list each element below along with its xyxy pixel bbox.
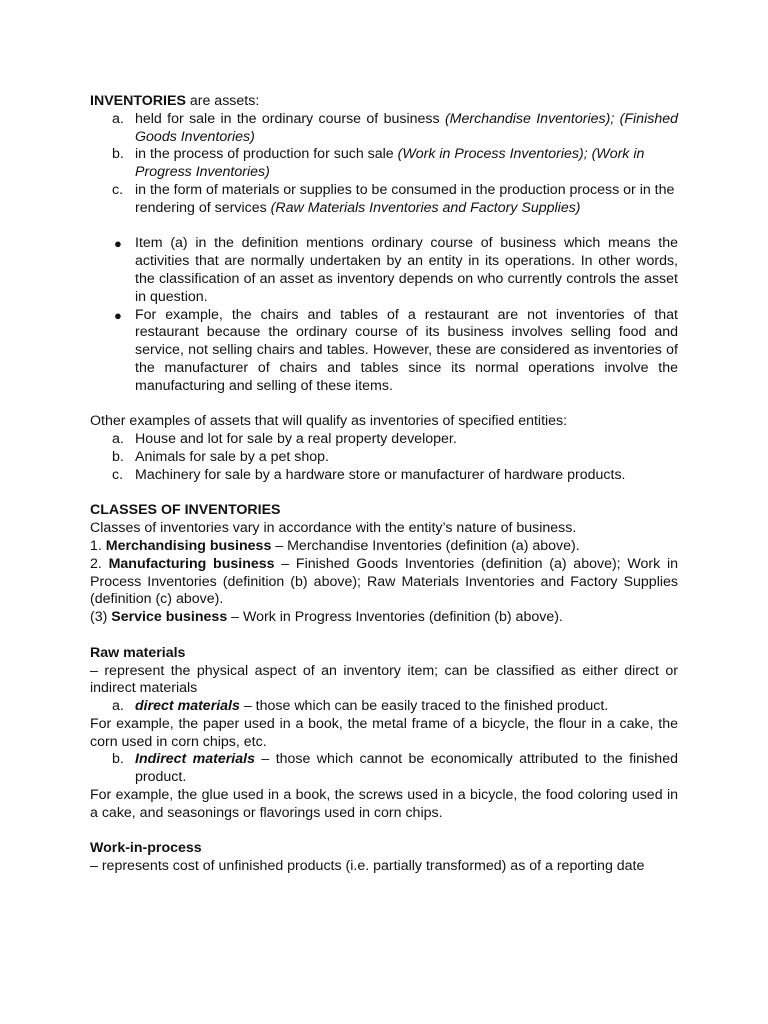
class-item: 2. Manufacturing business – Finished Goods Inventories (definition (a) above); Work in Process Inventories (definition (b) above); Raw Materials Inventories and Factory Supplies (definition (c) above). <box>90 555 678 608</box>
example-item: c. Machinery for sale by a hardware store or manufacturer of hardware products. <box>112 466 626 483</box>
indirect-materials-item: b. Indirect materials – those which cannot be economically attributed to the finished product. <box>112 751 678 786</box>
example-item: b. Animals for sale by a pet shop. <box>112 448 329 465</box>
indirect-materials-example: For example, the glue used in a book, the screws used in a bicycle, the food coloring used in a cake, and seasonings or flavorings used in corn chips. <box>90 787 678 821</box>
other-examples-lead: Other examples of assets that will qualify as inventories of specified entities: <box>90 413 568 430</box>
bullet-icon: ● <box>114 236 122 252</box>
direct-materials-item: a. direct materials – those which can be easily traced to the finished product. <box>112 698 609 715</box>
class-item: (3) Service business – Work in Progress Inventories (definition (b) above). <box>90 609 563 626</box>
classes-lead: Classes of inventories vary in accordance with the entity’s nature of business. <box>90 520 577 537</box>
inventories-title: INVENTORIES <box>90 93 186 109</box>
bullet-item: ● Item (a) in the definition mentions ordinary course of business which means the activities that are normally undertaken by an entity in its operations. In other words, the classification of an asset as inventory depends on who currently controls the asset in question. <box>114 235 678 305</box>
classes-heading: CLASSES OF INVENTORIES <box>90 502 281 519</box>
raw-materials-desc: – represent the physical aspect of an inventory item; can be classified as either direct or indirect materials <box>90 662 678 697</box>
intro-line: INVENTORIES are assets: <box>90 93 260 109</box>
raw-materials-heading: Raw materials <box>90 644 186 661</box>
intro-item-a: a. held for sale in the ordinary course of business (Merchandise Inventories); (Finished Goods Inventories) <box>112 110 678 145</box>
example-item: a. House and lot for sale by a real property developer. <box>112 431 457 448</box>
document-page <box>90 93 678 876</box>
direct-materials-example: For example, the paper used in a book, the metal frame of a bicycle, the flour in a cake, the corn used in corn chips, etc. <box>90 715 678 750</box>
intro-item-c: c. in the form of materials or supplies to be consumed in the production process or in the rendering of services (Raw Materials Inventories and Factory Supplies) <box>112 181 675 216</box>
wip-heading: Work-in-process <box>90 840 202 857</box>
class-item: 1. Merchandising business – Merchandise Inventories (definition (a) above). <box>90 537 580 554</box>
intro-item-b: b. in the process of production for such sale (Work in Process Inventories); (Work in Progress Inventories) <box>112 146 645 181</box>
bullet-item: ● For example, the chairs and tables of a restaurant are not inventories of that restaurant because the ordinary course of its business involves selling food and service, not selling chairs and tables. However, these are considered as inventories of the manufacturer of chairs and tables since its normal operations involve the manufacturing and selling of these items. <box>114 306 678 394</box>
bullet-icon: ● <box>114 307 122 323</box>
wip-desc: – represents cost of unfinished products (i.e. partially transformed) as of a reporting date <box>90 858 645 875</box>
